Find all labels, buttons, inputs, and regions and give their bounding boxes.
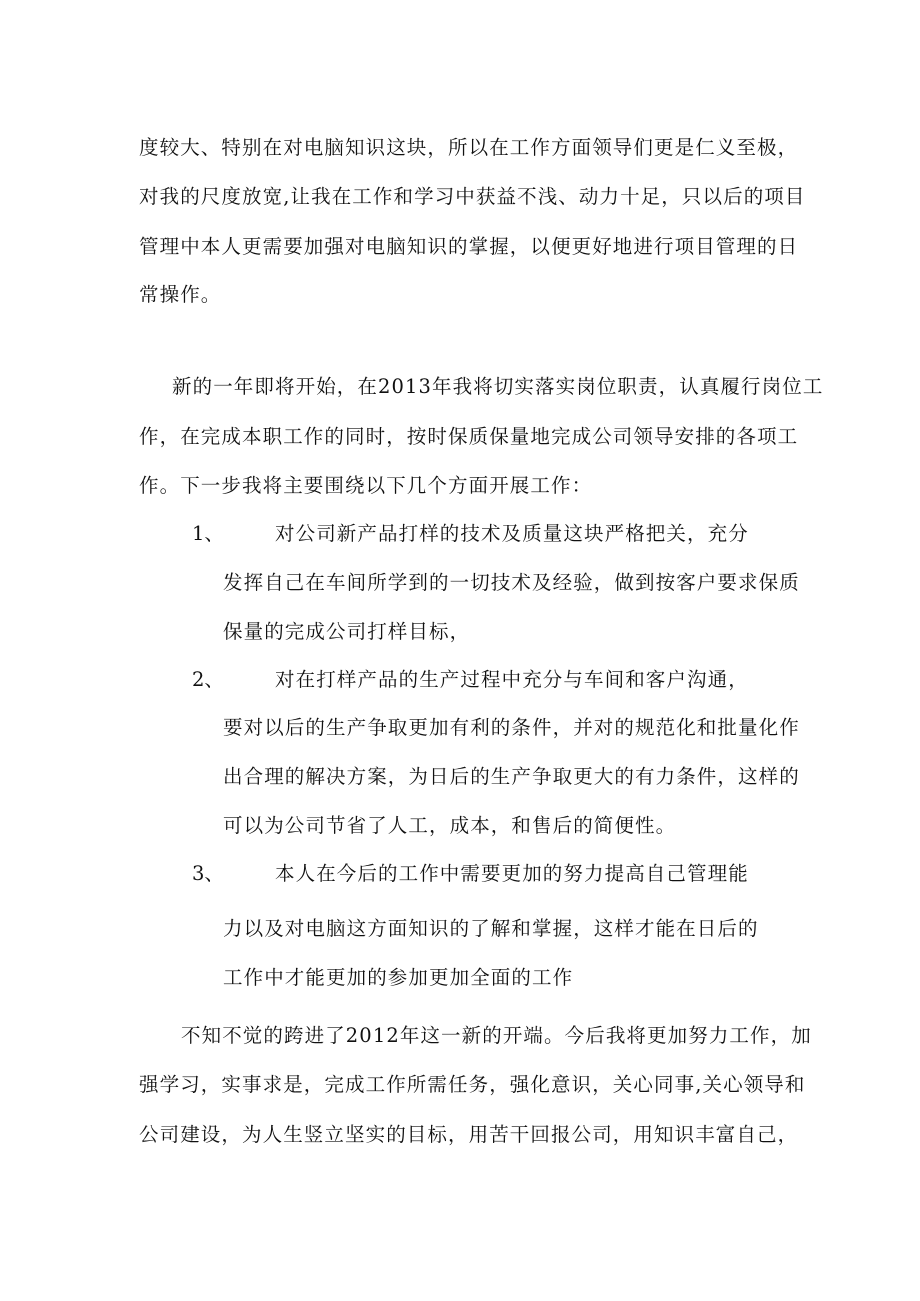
paragraph-1-line-3: 管理中本人更需要加强对电脑知识的掌握，以便更好地进行项目管理的日: [139, 235, 799, 258]
paragraph-1-line-2: 对我的尺度放宽,让我在工作和学习中获益不浅、动力十足，只以后的项目: [139, 185, 806, 208]
paragraph-3-line-1: 不知不觉的跨进了2012年这一新的开端。今后我将更加努力工作，加: [181, 1024, 812, 1047]
list-item-3-line-3: 工作中才能更加的参加更加全面的工作: [223, 966, 574, 989]
paragraph-1-line-1: 度较大、特别在对电脑知识这块，所以在工作方面领导们更是仁义至极，: [139, 136, 799, 159]
list-item-2-line-4: 可以为公司节省了人工，成本，和售后的简便性。: [223, 814, 677, 837]
list-item-2-line-3: 出合理的解决方案，为日后的生产争取更大的有力条件，这样的: [223, 765, 800, 788]
list-item-3-number: 3、: [192, 862, 224, 885]
list-item-2-first-line: 对在打样产品的生产过程中充分与车间和客户沟通，: [275, 668, 749, 691]
paragraph-3-line-2: 强学习，实事求是，完成工作所需任务，强化意识，关心同事,关心领导和: [139, 1073, 806, 1096]
paragraph-3-line-3: 公司建设，为人生竖立坚实的目标，用苦干回报公司，用知识丰富自己，: [139, 1123, 799, 1146]
list-item-3-line-2: 力以及对电脑这方面知识的了解和掌握，这样才能在日后的: [223, 917, 759, 940]
paragraph-2-line-1: 新的一年即将开始，在2013年我将切实落实岗位职责，认真履行岗位工: [172, 375, 824, 398]
paragraph-2-line-3: 作。下一步我将主要围绕以下几个方面开展工作：: [139, 474, 593, 497]
list-item-2-line-2: 要对以后的生产争取更加有利的条件，并对的规范化和批量化作: [223, 716, 800, 739]
list-item-1-line-2: 发挥自己在车间所学到的一切技术及经验，做到按客户要求保质: [223, 571, 800, 594]
paragraph-1-line-4: 常操作。: [139, 283, 222, 306]
list-item-2-number: 2、: [192, 668, 224, 691]
list-item-1-line-3: 保量的完成公司打样目标，: [223, 620, 471, 643]
paragraph-2-line-2: 作，在完成本职工作的同时，按时保质保量地完成公司领导安排的各项工: [139, 425, 799, 448]
list-item-1-first-line: 对公司新产品打样的技术及质量这块严格把关，充分: [275, 522, 749, 545]
list-item-1-number: 1、: [192, 522, 224, 545]
list-item-3-first-line: 本人在今后的工作中需要更加的努力提高自己管理能: [275, 862, 749, 885]
